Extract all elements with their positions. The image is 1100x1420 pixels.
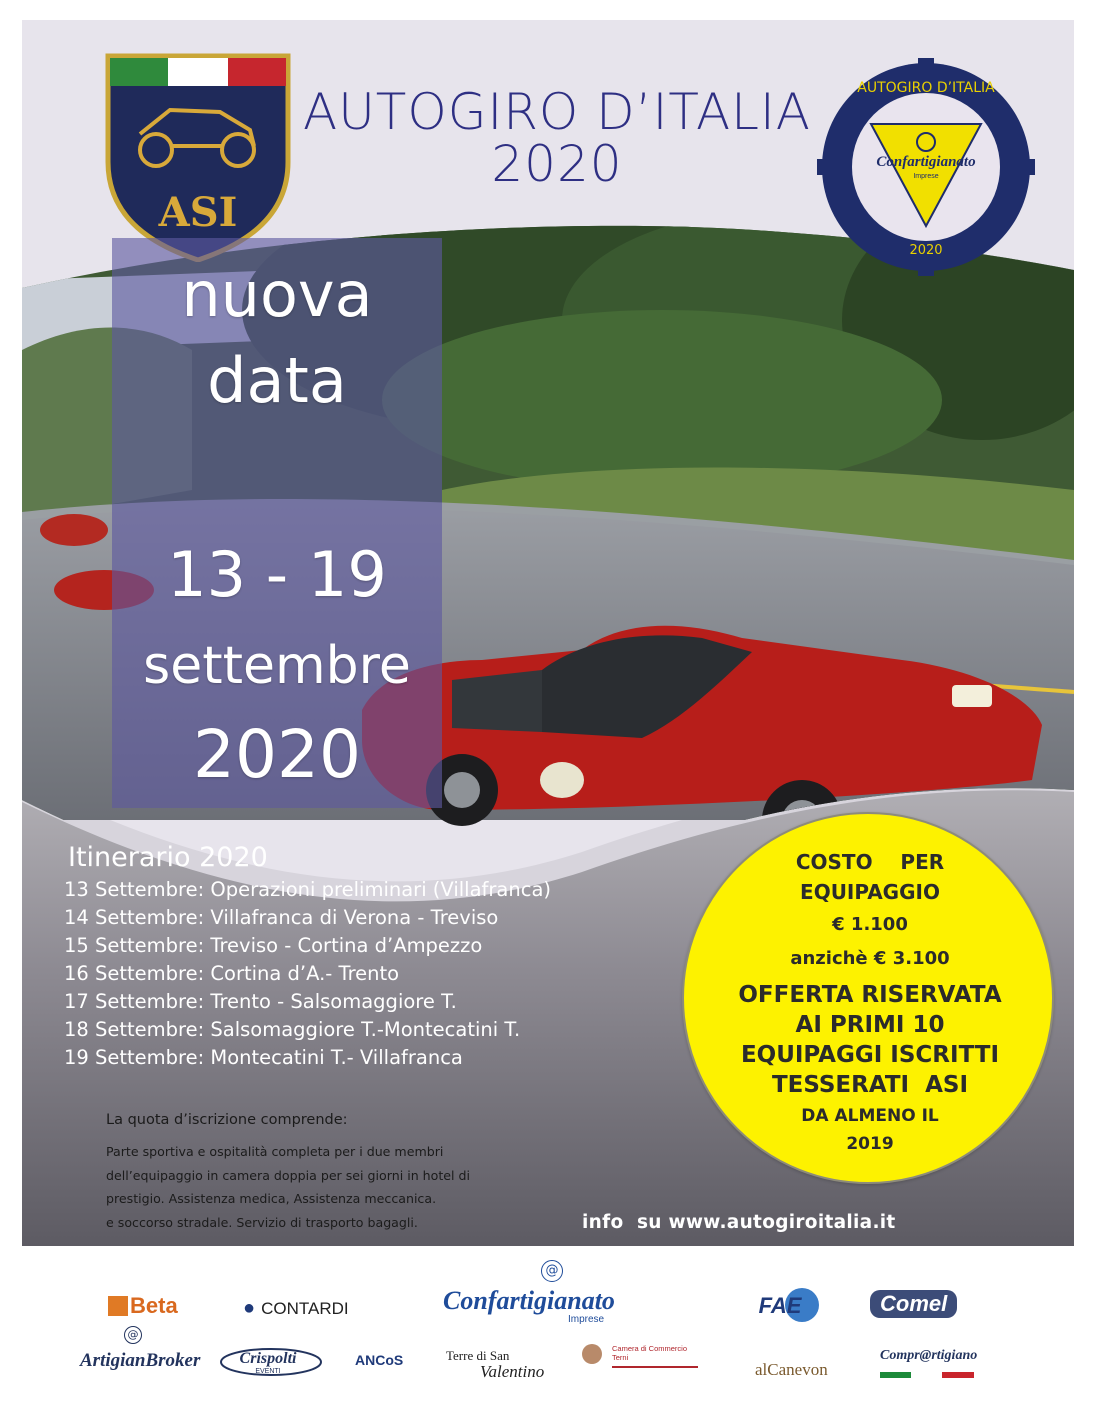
crispolti-label: Crispolti: [239, 1350, 297, 1367]
quota-line: Parte sportiva e ospitalità completa per i due membri: [106, 1144, 444, 1159]
sponsor-fae-logo: [752, 1287, 824, 1323]
contardi-label: CONTARDI: [261, 1299, 349, 1318]
contardi-icon: ●: [243, 1297, 256, 1319]
beta-label: Beta: [130, 1293, 178, 1318]
quota-title: La quota d’iscrizione comprende:: [106, 1112, 348, 1128]
page-title: [292, 83, 822, 193]
itinerary: [64, 840, 551, 1072]
autogiro-logo-inner-sub: Imprese: [913, 173, 939, 180]
crispolti-sub: EVENTI: [255, 1368, 281, 1375]
asi-logo: [100, 50, 296, 262]
beta-icon: [108, 1296, 128, 1316]
offer-instead: anzichè € 3.100: [790, 948, 950, 969]
date-range: 13 - 19: [167, 538, 387, 611]
compra-flag-stripe: [880, 1372, 974, 1378]
sponsor-artigianbroker-logo: ArtigianBroker: [80, 1350, 201, 1371]
quota-line: prestigio. Assistenza medica, Assistenza meccanica.: [106, 1191, 437, 1206]
itinerary-item: 15 Settembre: Treviso - Cortina d’Ampezzo: [64, 934, 483, 957]
autogiro-logo-inner: Confartigianato: [876, 154, 976, 170]
quota-line: e soccorso stradale. Servizio di trasporto bagagli.: [106, 1214, 418, 1230]
camera-commercio-rule: [612, 1366, 698, 1368]
offer-line5: DA ALMENO IL: [801, 1106, 939, 1126]
sponsor-comel-logo: Comel: [870, 1290, 957, 1318]
itinerary-item: 13 Settembre: Operazioni preliminari (Villafranca): [64, 878, 551, 901]
sponsor-beta-logo: [108, 1293, 178, 1319]
confartigianato-sub: Imprese: [568, 1314, 605, 1325]
offer-line2: AI PRIMI 10: [795, 1012, 945, 1038]
asi-logo-text: ASI: [158, 189, 238, 236]
itinerary-item: 19 Settembre: Montecatini T.- Villafranca: [64, 1046, 463, 1069]
sponsor-ancos-logo: ANCoS: [355, 1352, 404, 1368]
sponsor-confartigianato-logo: Confartigianato: [443, 1286, 615, 1315]
offer-line3: EQUIPAGGI ISCRITTI: [740, 1042, 1000, 1068]
title-line1: AUTOGIRO D’ITALIA: [303, 83, 811, 141]
offer-cost-line1: COSTO PER: [795, 850, 945, 874]
offer-line4: TESSERATI ASI: [771, 1072, 969, 1098]
itinerary-title: Itinerario 2020: [68, 842, 268, 873]
camera-commercio-icon: [582, 1344, 602, 1364]
offer-price: € 1.100: [832, 914, 908, 935]
autogiro-logo: [817, 58, 1035, 276]
fae-label: FAE: [758, 1293, 802, 1318]
confartigianato-at-icon: @: [541, 1260, 563, 1282]
autogiro-logo-text: AUTOGIRO D’ITALIA: [857, 80, 995, 96]
itinerary-item: 17 Settembre: Trento - Salsomaggiore T.: [64, 990, 457, 1013]
sponsor-terre-line2: Valentino: [480, 1362, 545, 1381]
poster: [22, 20, 1074, 1246]
date-year: 2020: [193, 716, 361, 793]
camera-line2: Terni: [612, 1353, 629, 1362]
offer-line1: OFFERTA RISERVATA: [738, 982, 1002, 1008]
itinerary-item: 18 Settembre: Salsomaggiore T.-Montecatini T.: [64, 1018, 521, 1041]
title-line2: 2020: [491, 135, 623, 193]
date-month: settembre: [143, 636, 411, 696]
quota-body: [106, 1140, 576, 1234]
date-panel: [112, 238, 442, 808]
camera-line1: Camera di Commercio: [612, 1344, 688, 1353]
offer-badge: [682, 812, 1054, 1184]
sponsor-crispolti-logo: [218, 1346, 324, 1378]
quota-line: dell’equipaggio in camera doppia per sei giorni in hotel di: [106, 1167, 471, 1183]
artigianbroker-at-icon: @: [124, 1326, 142, 1344]
nuova-text: nuova: [181, 258, 373, 331]
autogiro-logo-year: 2020: [909, 243, 943, 258]
data-text: data: [207, 344, 347, 417]
offer-line6: 2019: [846, 1134, 894, 1154]
itinerary-item: 16 Settembre: Cortina d’A.- Trento: [64, 962, 400, 985]
sponsor-camera-commercio: [612, 1344, 687, 1362]
sponsor-terre-line1: Terre di San: [446, 1348, 510, 1363]
sponsor-compra-logo: Compr@rtigiano: [880, 1348, 978, 1363]
sponsor-canevon-logo: alCanevon: [755, 1360, 828, 1379]
website-link[interactable]: info su www.autogiroitalia.it: [582, 1212, 896, 1233]
sponsor-contardi-logo: [243, 1297, 349, 1320]
offer-cost-line2: EQUIPAGGIO: [800, 880, 940, 904]
itinerary-item: 14 Settembre: Villafranca di Verona - Treviso: [64, 906, 499, 929]
